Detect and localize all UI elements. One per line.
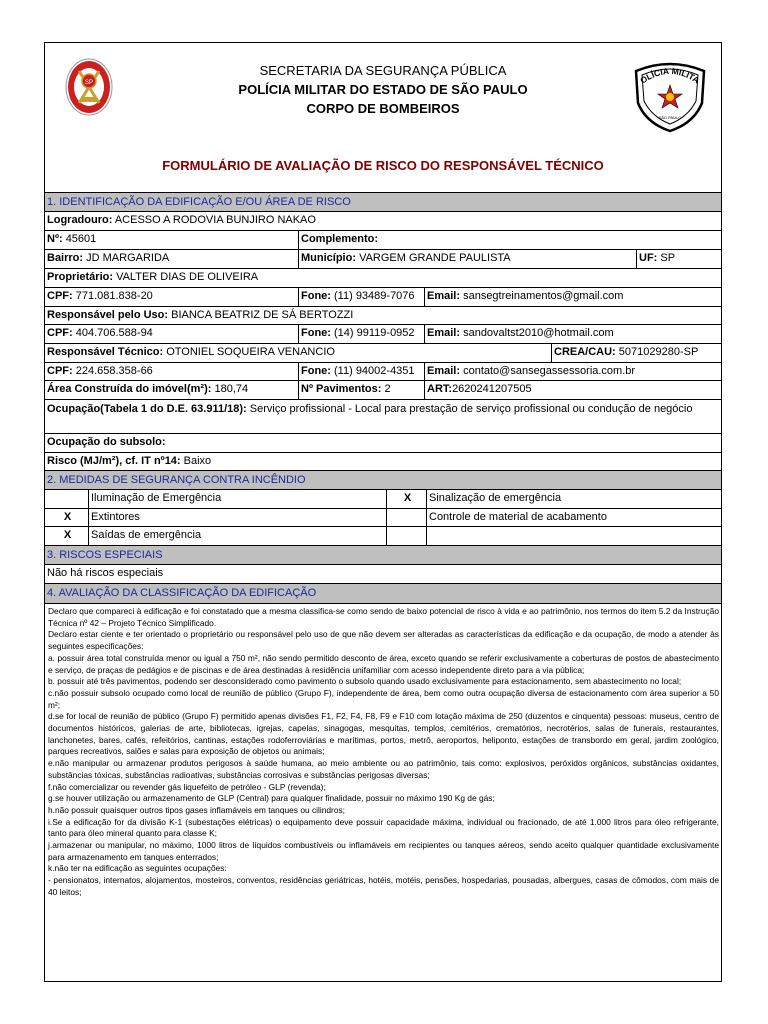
responsavel-uso-email: sandovaltst2010@hotmail.com (463, 327, 614, 339)
svg-text:SP: SP (84, 80, 94, 86)
declaration-paragraph: - pensionatos, internatos, alojamentos, mosteiros, conventos, residências geriátricas, hotéis, motéis, pensões, hospedarias, pousadas, albergues, casas de cômodos, com mais de 40 leitos; (48, 875, 719, 897)
email-label: Email: (427, 365, 461, 377)
row-responsavel-tecnico (45, 343, 721, 362)
proprietario-fone: (11) 93489-7076 (334, 290, 415, 302)
declaration-paragraph: Declaro que compareci à edificação e foi constatado que a mesma classifica-se como sendo de baixo potencial de risco à vida e ao patrimônio, nos termos do item 5.2 da Instrução Técnica nº 42 – Projeto Técnico Simplificado. (48, 606, 719, 628)
measure-left-check: X (63, 511, 72, 523)
proprietario-label: Proprietário: (47, 271, 114, 283)
measure-row (45, 508, 721, 526)
military-police-seal-icon (630, 53, 710, 133)
declaration-paragraph: Declaro estar ciente e ter orientado o proprietário ou responsável pelo uso de que não devem ser alteradas as características da edificação e da ocupação, de modo a atender às seguintes especificações: (48, 629, 719, 652)
header-line-2: POLÍCIA MILITAR DO ESTADO DE SÃO PAULO (238, 82, 528, 97)
pavimentos-label: Nº Pavimentos: (301, 383, 382, 395)
form-title: FORMULÁRIO DE AVALIAÇÃO DE RISCO DO RESPONSÁVEL TÉCNICO (162, 158, 604, 173)
row-riscos-especiais (45, 564, 721, 583)
fone-label: Fone: (301, 365, 331, 377)
cpf-label: CPF: (47, 327, 73, 339)
row-proprietario-contato (45, 287, 721, 306)
declaration-text (45, 603, 721, 981)
declaration-paragraph: i.Se a edificação for da divisão K-1 (subestações elétricas) o equipamento deve possuir capacidade máxima, individual ou fracionado, de até 1.000 litros para óleo refrigerante, tanto para óleo mineral quanto para classe K; (48, 816, 719, 839)
complemento-label: Complemento: (301, 233, 378, 245)
section-1-header (45, 192, 721, 211)
measure-right-label (426, 527, 721, 545)
row-subsolo (45, 433, 721, 452)
row-logradouro (45, 211, 721, 230)
declaration-paragraph: c.não possuir subsolo ocupado como local de reunião de público (Grupo F), independente de área, bem como outra ocupação diversa de estacionamento com área superior a 50 m²; (48, 687, 719, 710)
ocupacao-label: Ocupação(Tabela 1 do D.E. 63.911/18): (47, 403, 247, 415)
art-value: 2620241207505 (452, 383, 532, 395)
measure-right-check (386, 527, 426, 545)
bairro-label: Bairro: (47, 252, 84, 264)
area-value: 180,74 (214, 383, 249, 395)
measure-left-label: Extintores (88, 509, 386, 526)
proprietario-email: sansegtreinamentos@gmail.com (463, 290, 624, 302)
fire-department-logo-icon (65, 57, 113, 117)
logradouro-value: ACESSO A RODOVIA BUNJIRO NAKAO (114, 214, 316, 226)
fone-label: Fone: (301, 290, 331, 302)
header-line-3: CORPO DE BOMBEIROS (306, 101, 460, 116)
pavimentos-value: 2 (384, 383, 391, 395)
art-label: ART: (427, 383, 453, 395)
section-3-header (45, 545, 721, 564)
responsavel-tecnico-cpf: 224.658.358-66 (75, 365, 153, 377)
row-responsavel-tecnico-contato (45, 362, 721, 380)
declaration-paragraph: g.se houver utilização ou armazenamento de GLP (Central) para qualquer finalidade, possuir no máximo 190 Kg de gás; (48, 793, 495, 804)
numero-label: Nº: (47, 233, 63, 245)
cpf-label: CPF: (47, 365, 73, 377)
measure-left-label: Iluminação de Emergência (88, 490, 386, 508)
riscos-especiais-text: Não há riscos especiais (47, 567, 164, 579)
area-label: Área Construída do imóvel(m²): (47, 383, 212, 395)
proprietario-cpf: 771.081.838-20 (75, 290, 153, 302)
measure-row (45, 489, 721, 508)
section-4-title: 4. AVALIAÇÃO DA CLASSIFICAÇÃO DA EDIFICAÇÃO (47, 587, 317, 599)
declaration-paragraph: e.não manipular ou armazenar produtos perigosos à saúde humana, ao meio ambiente ou ao patrimônio, tais como: explosivos, peróxidos orgânicos, substâncias oxidantes, substâncias tóxicas, substâncias radioativas, substâncias corrosivas e substâncias perigosas diversas; (48, 758, 719, 780)
row-responsavel-uso (45, 306, 721, 324)
header-line-1: SECRETARIA DA SEGURANÇA PÚBLICA (259, 63, 507, 78)
bairro-value: JD MARGARIDA (86, 252, 170, 264)
svg-text:POLÍCIA MILITAR: OLÍCIA MILITA (638, 65, 702, 86)
measure-right-label: Sinalização de emergência (426, 490, 721, 508)
numero-value: 45601 (65, 233, 97, 245)
measure-right-check: X (386, 490, 426, 508)
section-2-title: 2. MEDIDAS DE SEGURANÇA CONTRA INCÊNDIO (47, 474, 306, 486)
email-label: Email: (427, 327, 461, 339)
municipio-value: VARGEM GRANDE PAULISTA (359, 252, 511, 264)
logradouro-label: Logradouro: (47, 214, 113, 226)
crea-value: 5071029280-SP (618, 346, 699, 358)
row-proprietario (45, 268, 721, 287)
declaration-paragraph: a. possuir área total construída menor ou igual a 750 m², não sendo permitido desconto de área, exceto quando se referir exclusivamente a coberturas de postos de abastecimento e serviço, de praças de pedágios e de piscinas e de área destinadas à residência unifamiliar com acesso independente direto para a via pública; (48, 652, 719, 675)
crea-label: CREA/CAU: (554, 346, 616, 358)
uf-label: UF: (639, 252, 658, 264)
row-responsavel-uso-contato (45, 324, 721, 343)
responsavel-tecnico-fone: (11) 94002-4351 (334, 365, 415, 377)
responsavel-uso-fone: (14) 99119-0952 (334, 327, 415, 339)
responsavel-uso-cpf: 404.706.588-94 (75, 327, 153, 339)
section-1-title: 1. IDENTIFICAÇÃO DA EDIFICAÇÃO E/OU ÁREA DE RISCO (47, 196, 351, 208)
row-bairro (45, 249, 721, 268)
proprietario-value: VALTER DIAS DE OLIVEIRA (116, 271, 259, 283)
responsavel-tecnico-label: Responsável Técnico: (47, 346, 164, 358)
measure-right-label: Controle de material de acabamento (426, 509, 721, 526)
risco-label: Risco (MJ/m²), cf. IT nº14: (47, 455, 181, 467)
declaration-paragraph: j.armazenar ou manipular, no máximo, 1000 litros de líquidos combustíveis ou inflamáveis em recipientes ou tanques aéreos, sendo aceito qualquer quantidade exclusivamente para armazenamento em tanques enterrados; (48, 840, 719, 862)
declaration-paragraph: h.não possuir quaisquer outros tipos gases inflamáveis em tanques ou cilindros; (48, 804, 346, 815)
row-ocupacao (45, 399, 721, 433)
fone-label: Fone: (301, 327, 331, 339)
declaration-paragraph: f.não comercializar ou revender gás liquefeito de petróleo - GLP (revenda); (48, 781, 326, 792)
section-2-header (45, 470, 721, 489)
uf-value: SP (660, 252, 676, 264)
measure-left-check (45, 490, 88, 508)
declaration-paragraph: b. possuir até três pavimentos, podendo ser desconsiderado como pavimento o subsolo quando usado exclusivamente para estacionamento, sem abastecimento no local; (48, 676, 682, 687)
svg-text:SÃO PAULO: SÃO PAULO (658, 115, 682, 120)
responsavel-tecnico-email: contato@sansegassessoria.com.br (463, 365, 636, 377)
subsolo-label: Ocupação do subsolo: (47, 436, 166, 448)
email-label: Email: (427, 290, 461, 302)
responsavel-uso-value: BIANCA BEATRIZ DE SÁ BERTOZZI (171, 309, 354, 321)
measure-row (45, 526, 721, 545)
measure-left-check: X (63, 529, 72, 541)
responsavel-uso-label: Responsável pelo Uso: (47, 309, 169, 321)
municipio-label: Município: (301, 252, 356, 264)
row-risco (45, 452, 721, 470)
section-3-title: 3. RISCOS ESPECIAIS (47, 549, 163, 561)
declaration-paragraph: d.se for local de reunião de público (Grupo F) permitido apenas divisões F1, F2, F4, F8, F9 e F10 com lotação máxima de 250 (duzentos e cinquenta) pessoas: museus, centro de documentos históricos, galerias de arte, bibliotecas, igrejas, capelas, sinagogas, mesquitas, templos, cemitérios, crematórios, necrotérios, salas de funerais, restaurantes, lanchonetes, bares, cafés, refeitórios, cantinas, estações rodoferroviárias e marítimas, portos, metrô, aeroportos, heliponto, estações de transbordo em geral, jardim zoológico, parques recreativos, salões e salas para exposição de objetos ou animais; (48, 711, 719, 757)
risco-value: Baixo (183, 455, 212, 467)
measure-right-check (386, 509, 426, 526)
row-numero (45, 230, 721, 249)
header (45, 43, 721, 143)
responsavel-tecnico-value: OTONIEL SOQUEIRA VENANCIO (166, 346, 335, 358)
section-4-header (45, 583, 721, 603)
measure-left-label: Saídas de emergência (88, 527, 386, 545)
ocupacao-value: Serviço profissional - Local para prestação de serviço profissional ou condução de negócio (249, 403, 693, 415)
row-area (45, 380, 721, 399)
declaration-paragraph: k.não ter na edificação as seguintes ocupações: (48, 863, 227, 874)
cpf-label: CPF: (47, 290, 73, 302)
